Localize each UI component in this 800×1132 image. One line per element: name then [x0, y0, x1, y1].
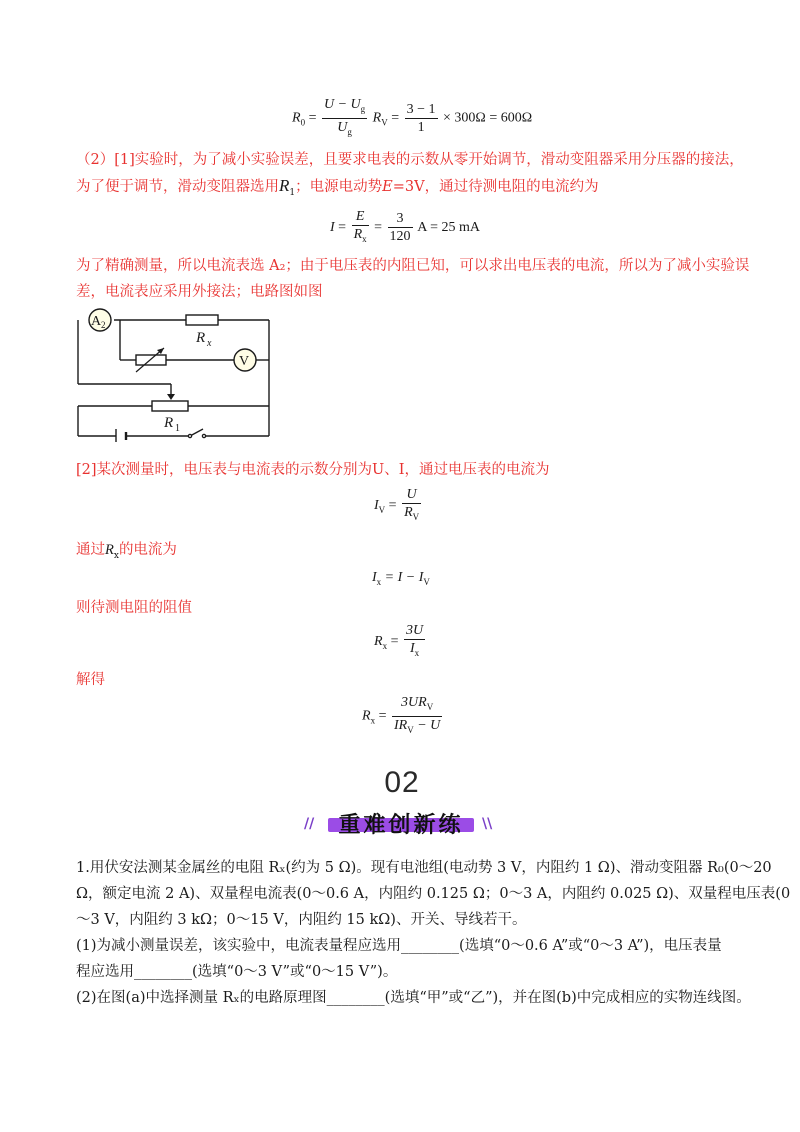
part2-line4: 差，电流表应采用外接法；电路图如图: [76, 284, 323, 300]
rheostat-r1: [152, 401, 188, 411]
equation-iv: $I_V$ = $\frac{U}{R_V}$: [374, 486, 423, 526]
resistor-rx: [186, 315, 218, 325]
question-line-6: (2)在图(a)中选择测量 Rₓ的电路原理图________(选填“甲”或“乙”)，并在图(b)中完成相应的实物连线图。: [76, 990, 751, 1006]
svg-text:R: R: [196, 330, 206, 346]
part2-line1: （2）[1]实验时，为了减小实验误差，且要求电表的示数从零开始调节，滑动变阻器采用分压器的接法，: [76, 152, 744, 168]
svg-text:V: V: [239, 354, 250, 369]
svg-text:1: 1: [175, 423, 180, 434]
part2-line6: 通过$R_x$的电流为: [76, 542, 177, 561]
equation-r0: $R_0$ = $\frac{U - U_g}{U_g}$ $R_V$ = $\frac{3 - 1}{1}$ × 300Ω = 600Ω: [292, 96, 532, 141]
equation-ix: $I_x = I - I_V$: [372, 570, 430, 587]
part2-line5: [2]某次测量时，电压表与电流表的示数分别为U、I，通过电压表的电流为: [76, 462, 550, 478]
circuit-diagram: [70, 306, 280, 442]
battery: [116, 429, 126, 442]
question-line-3: ～3 V，内阻约 3 kΩ；0～15 V，内阻约 15 kΩ)、开关、导线若干。: [76, 912, 527, 928]
variable-resistor: [136, 355, 166, 365]
question-line-1: 1.用伏安法测某金属丝的电阻 Rₓ(约为 5 Ω)。现有电池组(电动势 3 V，内阻约 1 Ω)、滑动变阻器 R₀(0～20: [76, 860, 772, 876]
question-line-2: Ω，额定电流 2 A)、双量程电流表(0～0.6 A，内阻约 0.125 Ω；0～3 A，内阻约 0.025 Ω)、双量程电压表(0: [76, 886, 791, 902]
part2-line2: 为了便于调节，滑动变阻器选用$R_1$；电源电动势E=3V，通过待测电阻的电流约为: [76, 176, 599, 198]
part2-line3: 为了精确测量，所以电流表选 A₂；由于电压表的内阻已知，可以求出电压表的电流，所以为了减小实验误: [76, 258, 750, 274]
equation-current: I = $\frac{E}{R_x}$ = $\frac{3}{120}$ A = 25 mA: [330, 208, 480, 248]
svg-text:R: R: [164, 415, 174, 431]
svg-text:2: 2: [101, 320, 106, 330]
section-title: 重难创新练: [338, 813, 464, 838]
section-number: 02: [384, 766, 420, 799]
equation-rx-final: $R_x$ = $\frac{3UR_V}{IR_V - U}$: [362, 694, 444, 739]
switch: [188, 429, 205, 438]
part2-line7: 则待测电阻的阻值: [76, 600, 192, 616]
svg-text:A: A: [91, 314, 102, 329]
right-slash-decoration: \\: [482, 816, 493, 832]
question-line-4: (1)为减小测量误差，该实验中，电流表量程应选用________(选填“0～0.6 A”或“0～3 A”)，电压表量: [76, 938, 722, 954]
equation-rx: $R_x$ = $\frac{3U}{I_x}$: [374, 622, 427, 662]
part2-line8: 解得: [76, 672, 105, 688]
question-line-5: 程应选用________(选填“0～3 V”或“0～15 V”)。: [76, 964, 398, 980]
svg-text:x: x: [207, 338, 212, 349]
left-slash-decoration: //: [304, 816, 315, 832]
